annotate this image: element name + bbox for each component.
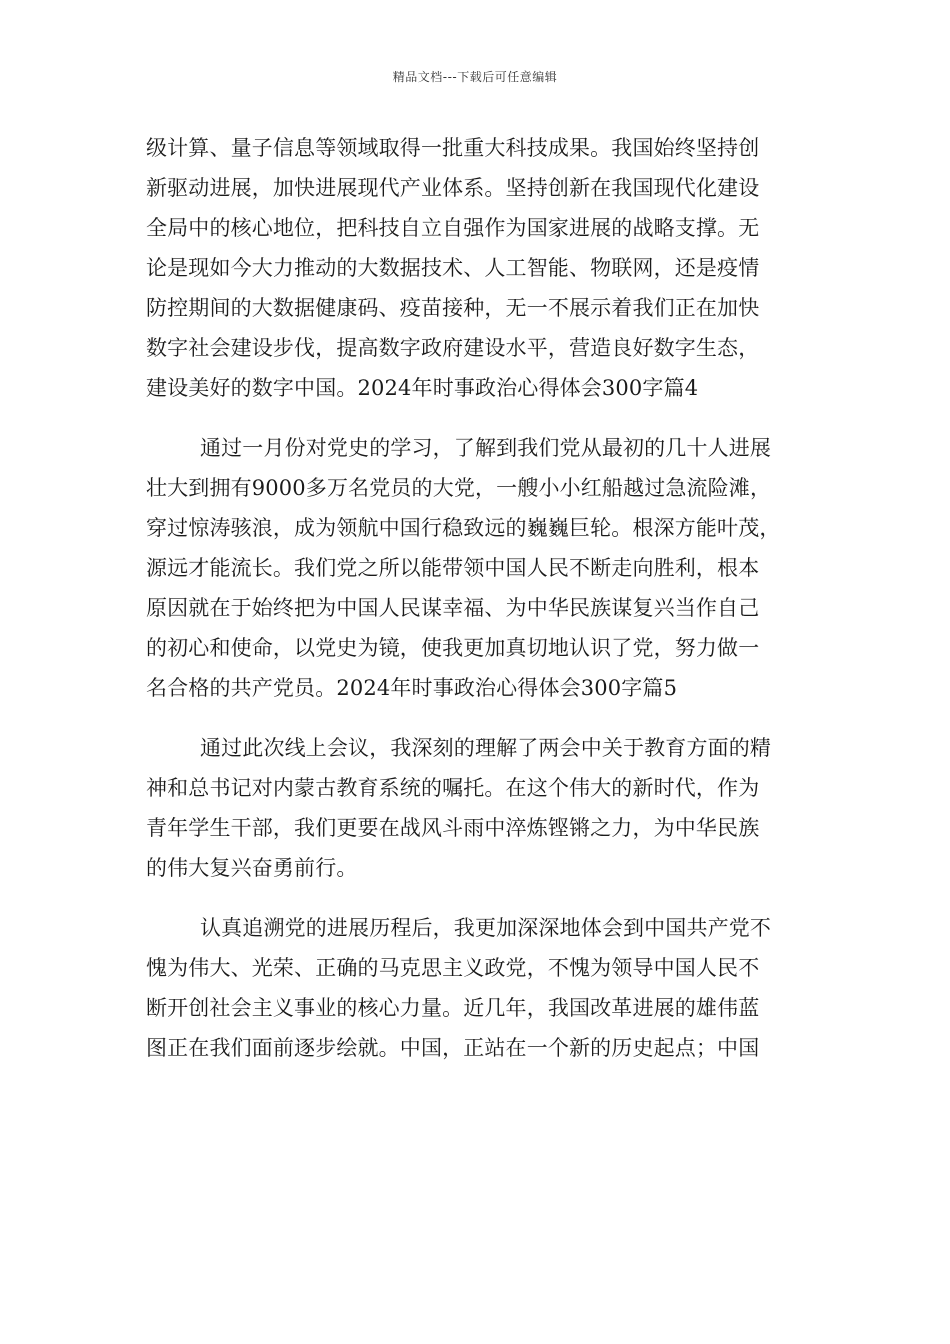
text-line: 论是现如今大力推动的大数据技术、人工智能、物联网，还是疫情	[146, 256, 760, 280]
text-line: 穿过惊涛骇浪，成为领航中国行稳致远的巍巍巨轮。根深方能叶茂，	[146, 516, 781, 540]
text-line: 通过此次线上会议，我深刻的理解了两会中关于教育方面的精	[200, 736, 772, 760]
paragraph-3	[146, 728, 816, 888]
text-line: 名合格的共产党员。2024年时事政治心得体会300字篇5	[146, 676, 678, 700]
paragraph-spacing	[146, 708, 816, 728]
document-body	[146, 128, 816, 1068]
paragraph-2	[146, 428, 816, 708]
page-header: 精品文档---下载后可任意编辑	[392, 70, 558, 84]
text-line: 图正在我们面前逐步绘就。中国，正站在一个新的历史起点；中国	[146, 1036, 760, 1060]
text-line: 的初心和使命，以党史为镜，使我更加真切地认识了党，努力做一	[146, 636, 760, 660]
paragraph-spacing	[146, 888, 816, 908]
text-line: 全局中的核心地位，把科技自立自强作为国家进展的战略支撑。无	[146, 216, 760, 240]
paragraph-4	[146, 908, 816, 1068]
text-line: 神和总书记对内蒙古教育系统的嘱托。在这个伟大的新时代，作为	[146, 776, 760, 800]
paragraph-spacing	[146, 408, 816, 428]
text-line: 建设美好的数字中国。2024年时事政治心得体会300字篇4	[146, 376, 699, 400]
text-line: 数字社会建设步伐，提高数字政府建设水平，营造良好数字生态，	[146, 336, 760, 360]
text-line: 原因就在于始终把为中国人民谋幸福、为中华民族谋复兴当作自己	[146, 596, 760, 620]
text-line: 通过一月份对党史的学习，了解到我们党从最初的几十人进展	[200, 436, 772, 460]
text-line: 防控期间的大数据健康码、疫苗接种，无一不展示着我们正在加快	[146, 296, 760, 320]
text-line: 愧为伟大、光荣、正确的马克思主义政党，不愧为领导中国人民不	[146, 956, 760, 980]
text-line: 认真追溯党的进展历程后，我更加深深地体会到中国共产党不	[200, 916, 772, 940]
text-line: 新驱动进展，加快进展现代产业体系。坚持创新在我国现代化建设	[146, 176, 760, 200]
text-line: 级计算、量子信息等领域取得一批重大科技成果。我国始终坚持创	[146, 136, 760, 160]
text-line: 断开创社会主义事业的核心力量。近几年，我国改革进展的雄伟蓝	[146, 996, 760, 1020]
text-line: 壮大到拥有9000多万名党员的大党，一艘小小红船越过急流险滩，	[146, 476, 772, 500]
text-line: 的伟大复兴奋勇前行。	[146, 856, 358, 880]
text-line: 源远才能流长。我们党之所以能带领中国人民不断走向胜利，根本	[146, 556, 760, 580]
paragraph-1	[146, 128, 816, 408]
text-line: 青年学生干部，我们更要在战风斗雨中淬炼铿锵之力，为中华民族	[146, 816, 760, 840]
